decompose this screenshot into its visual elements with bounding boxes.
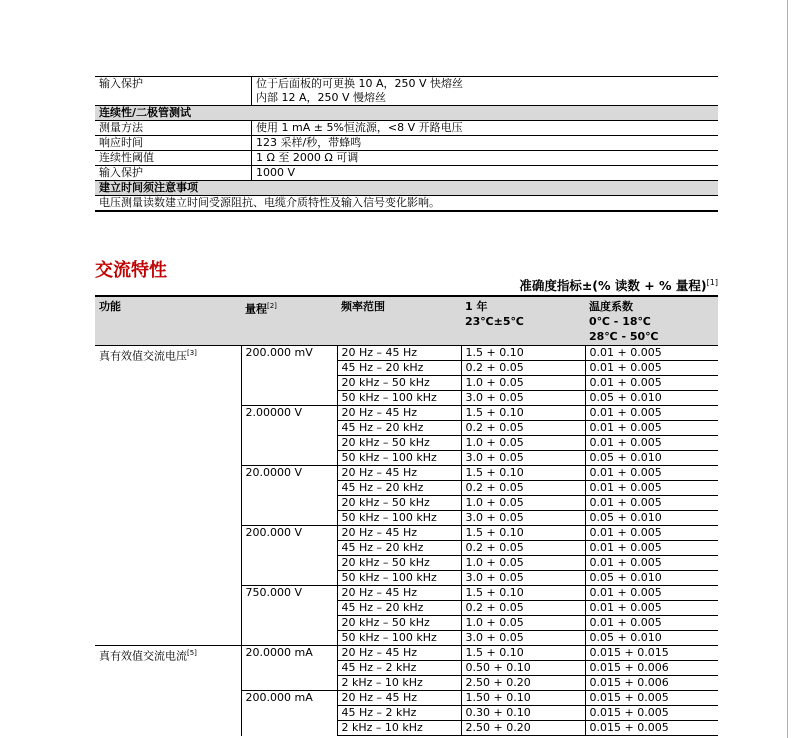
spec-value-line: 内部 12 A，250 V 慢熔丝	[256, 91, 387, 104]
frequency-cell: 20 kHz – 50 kHz	[337, 616, 461, 631]
frequency-cell: 20 kHz – 50 kHz	[337, 436, 461, 451]
header-range: 量程[2]	[241, 296, 337, 346]
accuracy-cell: 2.50 + 0.20	[461, 721, 585, 736]
frequency-cell: 50 kHz – 100 kHz	[337, 631, 461, 646]
spec-value	[252, 77, 719, 106]
accuracy-cell: 2.50 + 0.20	[461, 676, 585, 691]
frequency-cell: 20 Hz – 45 Hz	[337, 346, 461, 361]
spec-row	[95, 121, 718, 136]
frequency-cell: 20 Hz – 45 Hz	[337, 466, 461, 481]
range-cell: 200.000 mV	[241, 346, 337, 406]
temp-coefficient-cell: 0.015 + 0.006	[585, 661, 718, 676]
frequency-cell: 20 kHz – 50 kHz	[337, 376, 461, 391]
accuracy-cell: 3.0 + 0.05	[461, 631, 585, 646]
range-cell: 200.000 V	[241, 526, 337, 586]
frequency-cell: 20 Hz – 45 Hz	[337, 646, 461, 661]
accuracy-cell: 1.0 + 0.05	[461, 496, 585, 511]
frequency-cell: 45 Hz – 20 kHz	[337, 601, 461, 616]
range-cell: 750.000 V	[241, 586, 337, 646]
accuracy-cell: 1.0 + 0.05	[461, 436, 585, 451]
frequency-cell: 20 Hz – 45 Hz	[337, 526, 461, 541]
accuracy-cell: 1.5 + 0.10	[461, 526, 585, 541]
frequency-cell: 50 kHz – 100 kHz	[337, 451, 461, 466]
temp-coefficient-cell: 0.015 + 0.005	[585, 721, 718, 736]
accuracy-cell: 1.0 + 0.05	[461, 556, 585, 571]
accuracy-cell: 0.2 + 0.05	[461, 421, 585, 436]
section-header-label: 连续性/二极管测试	[95, 106, 718, 121]
accuracy-cell: 1.5 + 0.10	[461, 586, 585, 601]
accuracy-cell: 3.0 + 0.05	[461, 571, 585, 586]
accuracy-cell: 1.0 + 0.05	[461, 616, 585, 631]
accuracy-caption-note: [1]	[706, 277, 718, 287]
accuracy-cell: 1.50 + 0.10	[461, 691, 585, 706]
spec-row	[95, 77, 718, 106]
spec-section-header	[95, 181, 718, 196]
accuracy-cell: 0.2 + 0.05	[461, 481, 585, 496]
accuracy-cell: 3.0 + 0.05	[461, 511, 585, 526]
spec-section-header	[95, 106, 718, 121]
spec-row	[95, 151, 718, 166]
temp-coefficient-cell: 0.01 + 0.005	[585, 421, 718, 436]
function-cell: 真有效值交流电压[3]	[95, 346, 241, 646]
frequency-cell: 2 kHz – 10 kHz	[337, 721, 461, 736]
accuracy-cell: 3.0 + 0.05	[461, 391, 585, 406]
spec-note-row	[95, 196, 718, 212]
frequency-cell: 2 kHz – 10 kHz	[337, 676, 461, 691]
frequency-cell: 20 kHz – 50 kHz	[337, 556, 461, 571]
accuracy-cell: 0.50 + 0.10	[461, 661, 585, 676]
header-frequency: 频率范围	[337, 296, 461, 346]
temp-coefficient-cell: 0.015 + 0.005	[585, 691, 718, 706]
frequency-cell: 45 Hz – 20 kHz	[337, 361, 461, 376]
spec-row	[95, 166, 718, 181]
function-cell: 真有效值交流电流[5]	[95, 646, 241, 736]
temp-coefficient-cell: 0.015 + 0.006	[585, 676, 718, 691]
temp-coefficient-cell: 0.01 + 0.005	[585, 376, 718, 391]
temp-coefficient-cell: 0.01 + 0.005	[585, 556, 718, 571]
spec-value-line: 123 采样/秒，带蜂鸣	[256, 136, 362, 149]
page-edge-divider	[787, 0, 788, 738]
accuracy-cell: 1.5 + 0.10	[461, 646, 585, 661]
accuracy-cell: 3.0 + 0.05	[461, 451, 585, 466]
temp-coefficient-cell: 0.01 + 0.005	[585, 466, 718, 481]
range-cell: 200.000 mA	[241, 691, 337, 736]
frequency-cell: 45 Hz – 20 kHz	[337, 421, 461, 436]
spec-label: 测量方法	[95, 121, 252, 136]
spec-label: 响应时间	[95, 136, 252, 151]
accuracy-cell: 1.5 + 0.10	[461, 466, 585, 481]
frequency-cell: 45 Hz – 2 kHz	[337, 661, 461, 676]
accuracy-cell: 1.5 + 0.10	[461, 406, 585, 421]
temp-coefficient-cell: 0.05 + 0.010	[585, 511, 718, 526]
temp-coefficient-cell: 0.01 + 0.005	[585, 601, 718, 616]
frequency-cell: 20 Hz – 45 Hz	[337, 586, 461, 601]
ac-table-row	[95, 346, 718, 361]
temp-coefficient-cell: 0.01 + 0.005	[585, 346, 718, 361]
header-temperature-coefficient: 温度系数 0℃ - 18℃ 28℃ - 50℃	[585, 296, 718, 346]
spec-value-line: 使用 1 mA ± 5%恒流源，<8 V 开路电压	[256, 121, 463, 134]
ac-spec-table	[95, 295, 718, 736]
range-cell: 20.0000 V	[241, 466, 337, 526]
frequency-cell: 45 Hz – 20 kHz	[337, 541, 461, 556]
spec-label: 连续性阈值	[95, 151, 252, 166]
header-function: 功能	[95, 296, 241, 346]
frequency-cell: 50 kHz – 100 kHz	[337, 571, 461, 586]
temp-coefficient-cell: 0.01 + 0.005	[585, 361, 718, 376]
accuracy-cell: 0.2 + 0.05	[461, 601, 585, 616]
temp-coefficient-cell: 0.05 + 0.010	[585, 451, 718, 466]
spec-value	[252, 166, 719, 181]
accuracy-cell: 0.2 + 0.05	[461, 541, 585, 556]
frequency-cell: 20 kHz – 50 kHz	[337, 496, 461, 511]
spec-label: 输入保护	[95, 166, 252, 181]
spec-label: 输入保护	[95, 77, 252, 106]
spec-value	[252, 121, 719, 136]
range-cell: 2.00000 V	[241, 406, 337, 466]
header-accuracy: 1 年 23℃±5℃	[461, 296, 585, 346]
temp-coefficient-cell: 0.01 + 0.005	[585, 526, 718, 541]
spec-value	[252, 151, 719, 166]
frequency-cell: 50 kHz – 100 kHz	[337, 391, 461, 406]
temp-coefficient-cell: 0.01 + 0.005	[585, 406, 718, 421]
temp-coefficient-cell: 0.01 + 0.005	[585, 496, 718, 511]
temp-coefficient-cell: 0.05 + 0.010	[585, 391, 718, 406]
accuracy-cell: 0.30 + 0.10	[461, 706, 585, 721]
temp-coefficient-cell: 0.015 + 0.015	[585, 646, 718, 661]
temp-coefficient-cell: 0.01 + 0.005	[585, 481, 718, 496]
temp-coefficient-cell: 0.01 + 0.005	[585, 616, 718, 631]
spec-value-line: 1000 V	[256, 166, 296, 179]
frequency-cell: 20 Hz – 45 Hz	[337, 406, 461, 421]
ac-section-title: 交流特性	[95, 260, 167, 281]
frequency-cell: 45 Hz – 2 kHz	[337, 706, 461, 721]
temp-coefficient-cell: 0.01 + 0.005	[585, 586, 718, 601]
accuracy-caption	[519, 276, 718, 294]
spec-value-line: 位于后面板的可更换 10 A，250 V 快熔丝	[256, 77, 464, 90]
continuity-spec-table	[95, 76, 718, 212]
spec-value	[252, 136, 719, 151]
temp-coefficient-cell: 0.015 + 0.005	[585, 706, 718, 721]
accuracy-cell: 1.5 + 0.10	[461, 346, 585, 361]
ac-table-header-row	[95, 296, 718, 346]
accuracy-cell: 1.0 + 0.05	[461, 376, 585, 391]
temp-coefficient-cell: 0.01 + 0.005	[585, 541, 718, 556]
temp-coefficient-cell: 0.05 + 0.010	[585, 631, 718, 646]
accuracy-cell: 0.2 + 0.05	[461, 361, 585, 376]
frequency-cell: 50 kHz – 100 kHz	[337, 511, 461, 526]
section-header-label: 建立时间须注意事项	[95, 181, 718, 196]
spec-value-line: 1 Ω 至 2000 Ω 可调	[256, 151, 359, 164]
ac-table-row	[95, 646, 718, 661]
frequency-cell: 45 Hz – 20 kHz	[337, 481, 461, 496]
spec-note-text: 电压测量读数建立时间受源阻抗、电缆介质特性及输入信号变化影响。	[95, 196, 718, 212]
frequency-cell: 20 Hz – 45 Hz	[337, 691, 461, 706]
accuracy-caption-text: 准确度指标±(% 读数 + % 量程)	[519, 278, 707, 293]
spec-row	[95, 136, 718, 151]
temp-coefficient-cell: 0.01 + 0.005	[585, 436, 718, 451]
range-cell: 20.0000 mA	[241, 646, 337, 691]
temp-coefficient-cell: 0.05 + 0.010	[585, 571, 718, 586]
